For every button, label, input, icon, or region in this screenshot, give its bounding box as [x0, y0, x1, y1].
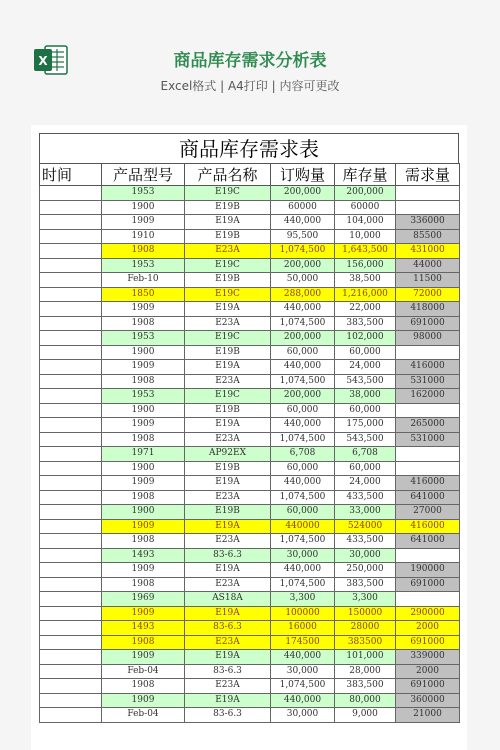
cell-model: 1909	[102, 650, 185, 665]
table-row	[40, 534, 460, 549]
table-row	[40, 432, 460, 447]
cell-time	[40, 200, 102, 215]
cell-model: 1908	[102, 316, 185, 331]
cell-name: E19A	[185, 693, 271, 708]
table-row	[40, 693, 460, 708]
cell-order: 6,708	[271, 447, 335, 462]
cell-model: 1900	[102, 200, 185, 215]
cell-order: 440,000	[271, 360, 335, 375]
cell-stock: 383,500	[335, 577, 396, 592]
cell-name: E19B	[185, 505, 271, 520]
cell-time	[40, 534, 102, 549]
table-row	[40, 621, 460, 636]
inventory-table	[39, 163, 460, 723]
cell-name: E19A	[185, 418, 271, 433]
cell-order: 1,074,500	[271, 679, 335, 694]
cell-model: 1900	[102, 345, 185, 360]
cell-stock: 543,500	[335, 432, 396, 447]
cell-demand: 44000	[396, 258, 460, 273]
cell-model: 1953	[102, 258, 185, 273]
cell-name: E23A	[185, 244, 271, 259]
cell-demand: 691000	[396, 679, 460, 694]
table-row	[40, 374, 460, 389]
cell-order: 1,074,500	[271, 490, 335, 505]
cell-order: 440,000	[271, 563, 335, 578]
cell-name: E19B	[185, 229, 271, 244]
cell-order: 200,000	[271, 389, 335, 404]
cell-stock: 433,500	[335, 534, 396, 549]
cell-demand: 691000	[396, 577, 460, 592]
cell-demand: 72000	[396, 287, 460, 302]
cell-order: 440,000	[271, 302, 335, 317]
cell-model: Feb-10	[102, 273, 185, 288]
cell-stock: 200,000	[335, 186, 396, 201]
cell-order: 60,000	[271, 461, 335, 476]
cell-order: 30,000	[271, 708, 335, 723]
table-row	[40, 331, 460, 346]
cell-name: 83-6.3	[185, 548, 271, 563]
cell-name: E19C	[185, 258, 271, 273]
cell-demand: 2000	[396, 664, 460, 679]
cell-model: 1908	[102, 577, 185, 592]
sheet-title: 商品库存需求表	[39, 133, 459, 163]
cell-stock: 24,000	[335, 360, 396, 375]
cell-stock: 60,000	[335, 403, 396, 418]
cell-name: E19B	[185, 461, 271, 476]
cell-name: E23A	[185, 316, 271, 331]
table-row	[40, 592, 460, 607]
cell-model: 1908	[102, 490, 185, 505]
cell-name: E19A	[185, 563, 271, 578]
column-header-name: 产品名称	[185, 164, 271, 186]
cell-demand	[396, 186, 460, 201]
page-title: 商品库存需求分析表	[173, 51, 327, 71]
cell-name: E19A	[185, 360, 271, 375]
cell-time	[40, 389, 102, 404]
table-row	[40, 258, 460, 273]
cell-time	[40, 548, 102, 563]
cell-demand: 416000	[396, 360, 460, 375]
cell-order: 288,000	[271, 287, 335, 302]
cell-time	[40, 563, 102, 578]
table-row	[40, 389, 460, 404]
cell-model: 1493	[102, 621, 185, 636]
cell-model: Feb-04	[102, 708, 185, 723]
cell-demand: 641000	[396, 490, 460, 505]
cell-stock: 38,000	[335, 389, 396, 404]
cell-demand: 418000	[396, 302, 460, 317]
cell-name: E19C	[185, 389, 271, 404]
cell-stock: 102,000	[335, 331, 396, 346]
cell-time	[40, 360, 102, 375]
table-row	[40, 650, 460, 665]
cell-model: 1909	[102, 418, 185, 433]
cell-model: 1908	[102, 374, 185, 389]
cell-demand	[396, 592, 460, 607]
cell-model: 1908	[102, 534, 185, 549]
cell-order: 3,300	[271, 592, 335, 607]
cell-stock: 433,500	[335, 490, 396, 505]
spreadsheet-preview	[31, 125, 467, 750]
cell-name: E19A	[185, 476, 271, 491]
cell-order: 1,074,500	[271, 374, 335, 389]
cell-order: 1,074,500	[271, 577, 335, 592]
cell-stock: 22,000	[335, 302, 396, 317]
column-header-time: 时间	[40, 164, 102, 186]
cell-order: 60,000	[271, 403, 335, 418]
cell-name: E19A	[185, 302, 271, 317]
cell-stock: 250,000	[335, 563, 396, 578]
cell-stock: 60000	[335, 200, 396, 215]
cell-stock: 38,500	[335, 273, 396, 288]
cell-model: 1908	[102, 432, 185, 447]
cell-time	[40, 403, 102, 418]
cell-demand: 416000	[396, 519, 460, 534]
page-subtitle: Excel格式 | A4打印 | 内容可更改	[160, 79, 340, 93]
cell-time	[40, 258, 102, 273]
cell-stock: 383,500	[335, 679, 396, 694]
cell-order: 440,000	[271, 476, 335, 491]
cell-time	[40, 461, 102, 476]
cell-model: Feb-04	[102, 664, 185, 679]
cell-name: E19C	[185, 287, 271, 302]
cell-name: E23A	[185, 490, 271, 505]
table-row	[40, 519, 460, 534]
cell-time	[40, 186, 102, 201]
cell-model: 1971	[102, 447, 185, 462]
cell-time	[40, 215, 102, 230]
table-row	[40, 577, 460, 592]
cell-stock: 60,000	[335, 345, 396, 360]
cell-order: 200,000	[271, 186, 335, 201]
cell-name: E23A	[185, 679, 271, 694]
cell-order: 1,074,500	[271, 534, 335, 549]
column-header-stock: 库存量	[335, 164, 396, 186]
cell-model: 1493	[102, 548, 185, 563]
cell-name: 83-6.3	[185, 621, 271, 636]
cell-stock: 104,000	[335, 215, 396, 230]
table-row	[40, 360, 460, 375]
table-row	[40, 273, 460, 288]
cell-stock: 28000	[335, 621, 396, 636]
cell-order: 100000	[271, 606, 335, 621]
cell-name: E23A	[185, 577, 271, 592]
cell-time	[40, 708, 102, 723]
cell-model: 1850	[102, 287, 185, 302]
table-row	[40, 215, 460, 230]
table-row	[40, 635, 460, 650]
cell-order: 60000	[271, 200, 335, 215]
cell-model: 1909	[102, 563, 185, 578]
cell-demand	[396, 345, 460, 360]
table-row	[40, 345, 460, 360]
cell-demand: 2000	[396, 621, 460, 636]
cell-stock: 3,300	[335, 592, 396, 607]
cell-stock: 524000	[335, 519, 396, 534]
cell-model: 1953	[102, 331, 185, 346]
cell-name: E19A	[185, 215, 271, 230]
cell-name: AS18A	[185, 592, 271, 607]
cell-stock: 9,000	[335, 708, 396, 723]
cell-demand: 641000	[396, 534, 460, 549]
cell-order: 30,000	[271, 664, 335, 679]
cell-name: E19A	[185, 606, 271, 621]
cell-time	[40, 287, 102, 302]
table-row	[40, 563, 460, 578]
cell-stock: 28,000	[335, 664, 396, 679]
cell-time	[40, 447, 102, 462]
cell-name: E19C	[185, 331, 271, 346]
cell-name: E23A	[185, 534, 271, 549]
cell-order: 50,000	[271, 273, 335, 288]
cell-name: 83-6.3	[185, 708, 271, 723]
cell-time	[40, 577, 102, 592]
cell-order: 440,000	[271, 650, 335, 665]
cell-time	[40, 490, 102, 505]
cell-order: 440,000	[271, 418, 335, 433]
cell-stock: 10,000	[335, 229, 396, 244]
cell-model: 1900	[102, 403, 185, 418]
table-row	[40, 403, 460, 418]
cell-name: AP92EX	[185, 447, 271, 462]
cell-order: 440,000	[271, 215, 335, 230]
cell-stock: 60,000	[335, 461, 396, 476]
cell-stock: 1,216,000	[335, 287, 396, 302]
cell-order: 200,000	[271, 331, 335, 346]
table-row	[40, 244, 460, 259]
cell-name: E23A	[185, 635, 271, 650]
cell-time	[40, 621, 102, 636]
table-row	[40, 316, 460, 331]
table-row	[40, 186, 460, 201]
cell-demand: 190000	[396, 563, 460, 578]
cell-order: 60,000	[271, 505, 335, 520]
cell-name: E19B	[185, 345, 271, 360]
cell-demand: 531000	[396, 432, 460, 447]
cell-time	[40, 432, 102, 447]
cell-time	[40, 345, 102, 360]
column-header-demand: 需求量	[396, 164, 460, 186]
cell-time	[40, 519, 102, 534]
table-row	[40, 505, 460, 520]
column-header-model: 产品型号	[102, 164, 185, 186]
table-row	[40, 287, 460, 302]
cell-order: 60,000	[271, 345, 335, 360]
cell-stock: 383,500	[335, 316, 396, 331]
cell-demand	[396, 200, 460, 215]
cell-order: 95,500	[271, 229, 335, 244]
cell-stock: 1,643,500	[335, 244, 396, 259]
cell-demand: 691000	[396, 316, 460, 331]
cell-model: 1909	[102, 606, 185, 621]
cell-demand: 336000	[396, 215, 460, 230]
table-row	[40, 664, 460, 679]
table-row	[40, 418, 460, 433]
cell-time	[40, 316, 102, 331]
cell-demand: 162000	[396, 389, 460, 404]
cell-model: 1909	[102, 215, 185, 230]
cell-name: E19B	[185, 200, 271, 215]
cell-stock: 150000	[335, 606, 396, 621]
header-row	[40, 164, 460, 186]
cell-name: E23A	[185, 432, 271, 447]
cell-model: 1953	[102, 186, 185, 201]
cell-model: 1900	[102, 505, 185, 520]
cell-time	[40, 592, 102, 607]
table-row	[40, 447, 460, 462]
cell-order: 174500	[271, 635, 335, 650]
cell-time	[40, 476, 102, 491]
table-row	[40, 302, 460, 317]
cell-name: E19B	[185, 273, 271, 288]
cell-stock: 30,000	[335, 548, 396, 563]
table-row	[40, 200, 460, 215]
cell-time	[40, 606, 102, 621]
table-row	[40, 708, 460, 723]
cell-stock: 24,000	[335, 476, 396, 491]
cell-model: 1909	[102, 519, 185, 534]
cell-model: 1909	[102, 302, 185, 317]
cell-model: 1908	[102, 679, 185, 694]
cell-stock: 156,000	[335, 258, 396, 273]
cell-demand: 27000	[396, 505, 460, 520]
cell-name: 83-6.3	[185, 664, 271, 679]
cell-model: 1909	[102, 360, 185, 375]
cell-name: E19A	[185, 650, 271, 665]
cell-time	[40, 650, 102, 665]
cell-model: 1908	[102, 635, 185, 650]
cell-order: 440,000	[271, 693, 335, 708]
cell-demand: 11500	[396, 273, 460, 288]
cell-order: 30,000	[271, 548, 335, 563]
cell-demand: 98000	[396, 331, 460, 346]
cell-stock: 543,500	[335, 374, 396, 389]
cell-time	[40, 331, 102, 346]
cell-demand	[396, 403, 460, 418]
table-row	[40, 229, 460, 244]
cell-time	[40, 374, 102, 389]
table-row	[40, 679, 460, 694]
cell-model: 1909	[102, 693, 185, 708]
cell-stock: 33,000	[335, 505, 396, 520]
cell-demand: 265000	[396, 418, 460, 433]
cell-name: E19A	[185, 519, 271, 534]
cell-order: 1,074,500	[271, 316, 335, 331]
cell-model: 1910	[102, 229, 185, 244]
cell-model: 1909	[102, 476, 185, 491]
cell-demand: 531000	[396, 374, 460, 389]
cell-name: E23A	[185, 374, 271, 389]
cell-stock: 6,708	[335, 447, 396, 462]
cell-time	[40, 693, 102, 708]
cell-time	[40, 635, 102, 650]
table-row	[40, 606, 460, 621]
cell-order: 16000	[271, 621, 335, 636]
cell-stock: 80,000	[335, 693, 396, 708]
cell-time	[40, 273, 102, 288]
cell-stock: 383500	[335, 635, 396, 650]
page-header	[0, 0, 500, 120]
cell-demand	[396, 461, 460, 476]
cell-time	[40, 244, 102, 259]
cell-time	[40, 418, 102, 433]
cell-time	[40, 302, 102, 317]
table-row	[40, 490, 460, 505]
table-row	[40, 548, 460, 563]
cell-name: E19C	[185, 186, 271, 201]
cell-model: 1908	[102, 244, 185, 259]
cell-stock: 175,000	[335, 418, 396, 433]
cell-model: 1900	[102, 461, 185, 476]
cell-demand: 85500	[396, 229, 460, 244]
cell-model: 1969	[102, 592, 185, 607]
cell-demand: 21000	[396, 708, 460, 723]
cell-demand: 416000	[396, 476, 460, 491]
cell-time	[40, 664, 102, 679]
cell-demand	[396, 447, 460, 462]
cell-stock: 101,000	[335, 650, 396, 665]
cell-order: 200,000	[271, 258, 335, 273]
cell-order: 1,074,500	[271, 432, 335, 447]
cell-demand: 431000	[396, 244, 460, 259]
table-row	[40, 461, 460, 476]
cell-demand: 691000	[396, 635, 460, 650]
cell-order: 1,074,500	[271, 244, 335, 259]
cell-demand	[396, 548, 460, 563]
cell-demand: 360000	[396, 693, 460, 708]
cell-time	[40, 229, 102, 244]
cell-name: E19B	[185, 403, 271, 418]
cell-time	[40, 679, 102, 694]
cell-model: 1953	[102, 389, 185, 404]
cell-time	[40, 505, 102, 520]
cell-demand: 339000	[396, 650, 460, 665]
table-row	[40, 476, 460, 491]
cell-demand: 290000	[396, 606, 460, 621]
cell-order: 440000	[271, 519, 335, 534]
svg-text:X: X	[38, 54, 48, 68]
column-header-order: 订购量	[271, 164, 335, 186]
